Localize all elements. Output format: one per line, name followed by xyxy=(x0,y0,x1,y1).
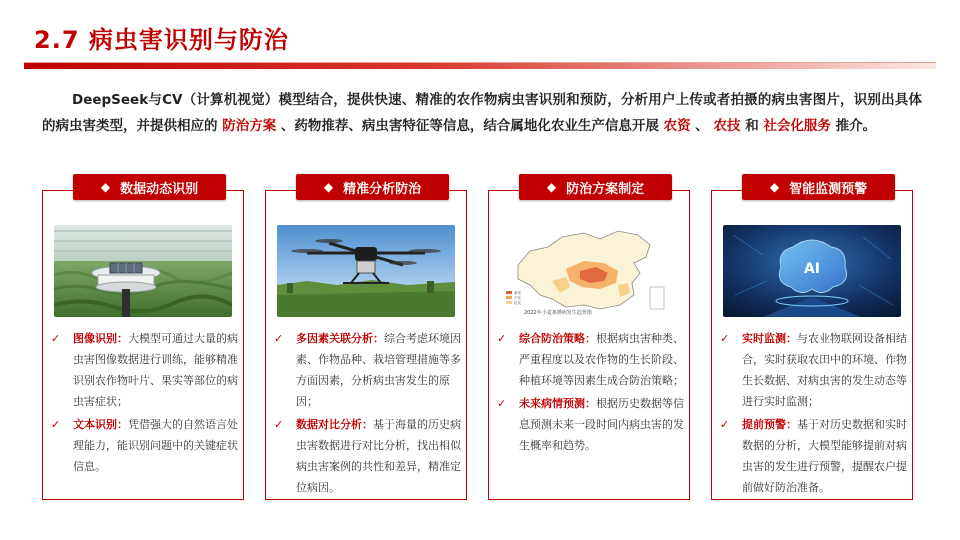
card-tab xyxy=(519,174,672,200)
point-text: 根据病虫害种类、严重程度以及农作物的生长阶段、种植环境等因素生成合防治策略； xyxy=(519,332,684,387)
intro-highlight-supplies: 农资 xyxy=(663,118,691,134)
point-text: 大模型可通过大量的病虫害图像数据进行训练，能够精准识别农作物叶片、果实等部位的病虫害症状； xyxy=(73,332,238,408)
check-icon: ✓ xyxy=(497,332,507,345)
list-item xyxy=(497,328,687,391)
card-tab-label: 智能监测预警 xyxy=(789,181,868,197)
check-icon: ✓ xyxy=(274,332,284,345)
field-sensor-photo xyxy=(54,225,232,317)
card-data-recognition xyxy=(42,180,244,500)
intro-highlight-service: 社会化服务 xyxy=(763,118,831,134)
svg-text:轻发: 轻发 xyxy=(514,301,521,305)
ai-brain-graphic xyxy=(723,225,901,317)
check-icon: ✓ xyxy=(274,418,284,431)
card-tab xyxy=(742,174,895,200)
point-keyword: 提前预警： xyxy=(742,418,797,431)
check-icon: ✓ xyxy=(720,332,730,345)
list-item xyxy=(720,414,910,498)
china-map xyxy=(500,225,678,317)
drone-photo xyxy=(277,225,455,317)
point-keyword: 图像识别： xyxy=(73,332,128,345)
list-item xyxy=(51,414,241,477)
map-caption: 2022年小麦条锈病发生趋势图 xyxy=(524,310,592,316)
card-tab xyxy=(73,174,226,200)
point-keyword: 文本识别： xyxy=(73,418,128,431)
point-text: 凭借强大的自然语言处理能力，能识别问题中的关键症状信息。 xyxy=(73,418,238,473)
intro-text: 、 xyxy=(690,118,714,134)
ai-label: AI xyxy=(803,261,821,277)
svg-text:中发: 中发 xyxy=(514,296,521,300)
page-title: 2.7 病虫害识别与防治 xyxy=(34,26,289,54)
check-icon: ✓ xyxy=(51,332,61,345)
card-body xyxy=(720,328,910,500)
title-divider xyxy=(24,62,936,69)
intro-highlight-tech: 农技 xyxy=(713,118,741,134)
card-smart-monitoring xyxy=(711,180,913,500)
svg-text:重发: 重发 xyxy=(514,291,521,295)
list-item xyxy=(720,328,910,412)
card-precision-analysis xyxy=(265,180,467,500)
list-item xyxy=(274,328,464,412)
intro-text: DeepSeek与CV（计算机视觉）模型结合，提供快速、精准的农作物病虫害识别和预防，分析用户上传或者拍摄的病虫害图片，识别出具体的病虫害类型，并提供相应的 xyxy=(42,92,922,134)
point-text: 根据历史数据等信息预测未来一段时间内病虫害的发生概率和趋势。 xyxy=(519,397,684,452)
list-item xyxy=(51,328,241,412)
intro-paragraph xyxy=(42,87,922,139)
card-tab-label: 防治方案制定 xyxy=(566,181,645,197)
intro-text: 、药物推荐、病虫害特征等信息，结合属地化农业生产信息开展 xyxy=(276,118,664,134)
point-text: 基于对历史数据和实时数据的分析，大模型能够提前对病虫害的发生进行预警，提醒农户提前做好防治准备。 xyxy=(742,418,907,494)
list-item xyxy=(274,414,464,498)
card-body xyxy=(51,328,241,479)
card-tab-label: 数据动态识别 xyxy=(120,181,199,197)
point-text: 与农业物联网设备相结合，实时获取农田中的环境、作物生长数据、对病虫害的发生动态等进行实时监测； xyxy=(742,332,907,408)
point-text: 基于海量的历史病虫害数据进行对比分析，找出相似病虫害案例的共性和差异，精准定位病因。 xyxy=(296,418,461,494)
point-text: 综合考虑环境因素、作物品种、栽培管理措施等多方面因素，分析病虫害发生的原因； xyxy=(296,332,461,408)
card-tab xyxy=(296,174,449,200)
card-tab-label: 精准分析防治 xyxy=(343,181,422,197)
list-item xyxy=(497,393,687,456)
card-body xyxy=(497,328,687,458)
point-keyword: 实时监测： xyxy=(742,332,797,345)
intro-text: 和 xyxy=(740,118,764,134)
diamond-icon: ◆ xyxy=(546,180,557,194)
point-keyword: 多因素关联分析： xyxy=(296,332,384,345)
card-treatment-plan xyxy=(488,180,690,500)
diamond-icon: ◆ xyxy=(323,180,334,194)
check-icon: ✓ xyxy=(720,418,730,431)
point-keyword: 综合防治策略： xyxy=(519,332,596,345)
point-keyword: 未来病情预测： xyxy=(519,397,596,410)
check-icon: ✓ xyxy=(497,397,507,410)
intro-text: 推介。 xyxy=(830,118,877,134)
card-body xyxy=(274,328,464,500)
diamond-icon: ◆ xyxy=(769,180,780,194)
check-icon: ✓ xyxy=(51,418,61,431)
point-keyword: 数据对比分析： xyxy=(296,418,373,431)
diamond-icon: ◆ xyxy=(100,180,111,194)
intro-highlight-plan: 防治方案 xyxy=(222,118,277,134)
